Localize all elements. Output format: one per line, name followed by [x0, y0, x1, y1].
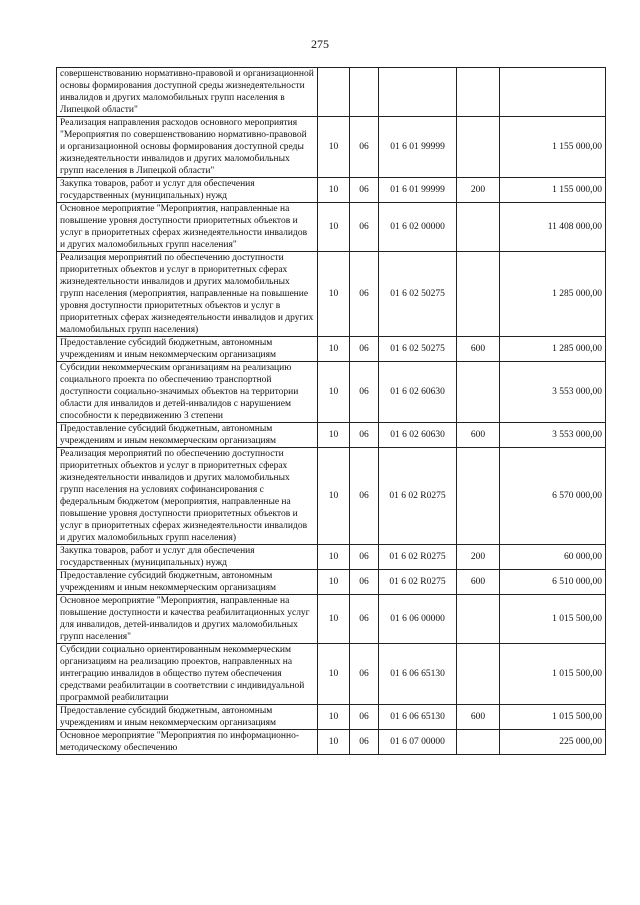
row-subsection-cell: 06 [350, 337, 379, 362]
row-target-article-cell: 01 6 02 50275 [379, 252, 457, 337]
row-section-cell: 10 [318, 423, 350, 448]
row-section-cell: 10 [318, 448, 350, 545]
row-expense-type-cell [457, 362, 500, 423]
row-subsection-cell: 06 [350, 117, 379, 178]
row-amount-cell: 1 285 000,00 [500, 252, 606, 337]
row-section-cell: 10 [318, 730, 350, 755]
row-expense-type-cell [457, 252, 500, 337]
table-row [57, 423, 606, 448]
row-section-cell: 10 [318, 570, 350, 595]
row-target-article-cell: 01 6 02 00000 [379, 203, 457, 252]
row-subsection-cell: 06 [350, 705, 379, 730]
row-amount-cell: 1 015 500,00 [500, 705, 606, 730]
row-amount-cell [500, 68, 606, 117]
row-expense-type-cell: 600 [457, 423, 500, 448]
row-amount-cell: 11 408 000,00 [500, 203, 606, 252]
row-target-article-cell: 01 6 01 99999 [379, 117, 457, 178]
row-name-cell: совершенствованию нормативно-правовой и организационной основы формирования доступной среды жизнедеятельности инвалидов и других маломобильных групп населения в Липецкой области" [57, 68, 318, 117]
row-target-article-cell: 01 6 02 R0275 [379, 545, 457, 570]
row-subsection-cell: 06 [350, 252, 379, 337]
row-section-cell: 10 [318, 252, 350, 337]
table-row [57, 362, 606, 423]
row-name-cell: Предоставление субсидий бюджетным, автономным учреждениям и иным некоммерческим организациям [57, 705, 318, 730]
row-name-cell: Реализация мероприятий по обеспечению доступности приоритетных объектов и услуг в приоритетных сферах жизнедеятельности инвалидов и других маломобильных групп населения на условиях софинансирования с федеральным бюджетом (мероприятия, направленные на повышение уровня доступности приоритетных объектов и услуг в приоритетных сферах жизнедеятельности инвалидов и других маломобильных групп населения) [57, 448, 318, 545]
row-section-cell: 10 [318, 203, 350, 252]
row-amount-cell: 1 015 500,00 [500, 644, 606, 705]
row-section-cell: 10 [318, 362, 350, 423]
row-expense-type-cell [457, 203, 500, 252]
row-amount-cell: 3 553 000,00 [500, 423, 606, 448]
row-expense-type-cell [457, 117, 500, 178]
row-name-cell: Предоставление субсидий бюджетным, автономным учреждениям и иным некоммерческим организациям [57, 423, 318, 448]
row-name-cell: Субсидии социально ориентированным некоммерческим организациям на реализацию проектов, направленных на интеграцию инвалидов в общество путем обеспечения средствами реабилитации в соответствии с индивидуальной программой реабилитации [57, 644, 318, 705]
row-subsection-cell: 06 [350, 448, 379, 545]
table-row [57, 117, 606, 178]
row-amount-cell: 1 285 000,00 [500, 337, 606, 362]
row-subsection-cell: 06 [350, 203, 379, 252]
budget-table [56, 67, 606, 755]
row-section-cell: 10 [318, 644, 350, 705]
row-subsection-cell: 06 [350, 423, 379, 448]
row-expense-type-cell: 600 [457, 705, 500, 730]
row-target-article-cell: 01 6 02 60630 [379, 423, 457, 448]
row-section-cell: 10 [318, 545, 350, 570]
row-name-cell: Субсидии некоммерческим организациям на реализацию социального проекта по обеспечению транспортной доступности социально-значимых объектов на территории области для инвалидов и детей-инвалидов с нарушением способности к передвижению 3 степени [57, 362, 318, 423]
row-expense-type-cell [457, 730, 500, 755]
row-target-article-cell: 01 6 06 65130 [379, 644, 457, 705]
row-section-cell: 10 [318, 178, 350, 203]
table-row [57, 68, 606, 117]
row-subsection-cell: 06 [350, 730, 379, 755]
row-amount-cell: 1 155 000,00 [500, 117, 606, 178]
row-target-article-cell: 01 6 06 65130 [379, 705, 457, 730]
row-section-cell: 10 [318, 337, 350, 362]
row-expense-type-cell: 600 [457, 337, 500, 362]
table-row [57, 570, 606, 595]
row-name-cell: Основное мероприятие "Мероприятия, направленные на повышение уровня доступности приоритетных объектов и услуг в приоритетных сферах жизнедеятельности инвалидов и других маломобильных групп населения" [57, 203, 318, 252]
row-amount-cell: 1 155 000,00 [500, 178, 606, 203]
table-row [57, 705, 606, 730]
row-target-article-cell: 01 6 02 60630 [379, 362, 457, 423]
row-name-cell: Реализация направления расходов основного мероприятия "Мероприятия по совершенствованию нормативно-правовой и организационной основы формирования доступной среды жизнедеятельности инвалидов и других маломобильных групп населения в Липецкой области" [57, 117, 318, 178]
row-subsection-cell: 06 [350, 570, 379, 595]
row-amount-cell: 225 000,00 [500, 730, 606, 755]
table-row [57, 595, 606, 644]
row-expense-type-cell [457, 448, 500, 545]
row-name-cell: Основное мероприятие "Мероприятия, направленные на повышение доступности и качества реабилитационных услуг для инвалидов, детей-инвалидов и других маломобильных групп населения" [57, 595, 318, 644]
row-name-cell: Предоставление субсидий бюджетным, автономным учреждениям и иным некоммерческим организациям [57, 337, 318, 362]
row-expense-type-cell: 200 [457, 178, 500, 203]
budget-table-body [57, 68, 606, 755]
table-row [57, 644, 606, 705]
row-amount-cell: 6 570 000,00 [500, 448, 606, 545]
row-expense-type-cell [457, 595, 500, 644]
row-amount-cell: 3 553 000,00 [500, 362, 606, 423]
row-target-article-cell: 01 6 06 00000 [379, 595, 457, 644]
row-subsection-cell: 06 [350, 595, 379, 644]
row-amount-cell: 1 015 500,00 [500, 595, 606, 644]
row-expense-type-cell: 600 [457, 570, 500, 595]
row-section-cell [318, 68, 350, 117]
row-target-article-cell: 01 6 02 R0275 [379, 570, 457, 595]
table-row [57, 730, 606, 755]
row-amount-cell: 6 510 000,00 [500, 570, 606, 595]
table-row [57, 337, 606, 362]
row-expense-type-cell [457, 644, 500, 705]
table-row [57, 203, 606, 252]
table-row [57, 252, 606, 337]
row-name-cell: Основное мероприятие "Мероприятия по информационно-методическому обеспечению [57, 730, 318, 755]
row-target-article-cell: 01 6 02 50275 [379, 337, 457, 362]
row-expense-type-cell: 200 [457, 545, 500, 570]
row-subsection-cell: 06 [350, 362, 379, 423]
row-section-cell: 10 [318, 705, 350, 730]
row-subsection-cell: 06 [350, 178, 379, 203]
row-name-cell: Закупка товаров, работ и услуг для обеспечения государственных (муниципальных) нужд [57, 545, 318, 570]
row-section-cell: 10 [318, 595, 350, 644]
row-section-cell: 10 [318, 117, 350, 178]
row-name-cell: Предоставление субсидий бюджетным, автономным учреждениям и иным некоммерческим организациям [57, 570, 318, 595]
table-row [57, 448, 606, 545]
row-target-article-cell [379, 68, 457, 117]
row-target-article-cell: 01 6 01 99999 [379, 178, 457, 203]
row-target-article-cell: 01 6 02 R0275 [379, 448, 457, 545]
row-name-cell: Реализация мероприятий по обеспечению доступности приоритетных объектов и услуг в приоритетных сферах жизнедеятельности инвалидов и других маломобильных групп населения (мероприятия, направленные на повышение уровня доступности приоритетных объектов и услуг в приоритетных сферах жизнедеятельности инвалидов и других маломобильных групп населения) [57, 252, 318, 337]
row-amount-cell: 60 000,00 [500, 545, 606, 570]
table-row [57, 545, 606, 570]
row-name-cell: Закупка товаров, работ и услуг для обеспечения государственных (муниципальных) нужд [57, 178, 318, 203]
row-subsection-cell [350, 68, 379, 117]
row-subsection-cell: 06 [350, 545, 379, 570]
table-row [57, 178, 606, 203]
row-expense-type-cell [457, 68, 500, 117]
page-number: 275 [311, 37, 329, 51]
row-subsection-cell: 06 [350, 644, 379, 705]
row-target-article-cell: 01 6 07 00000 [379, 730, 457, 755]
